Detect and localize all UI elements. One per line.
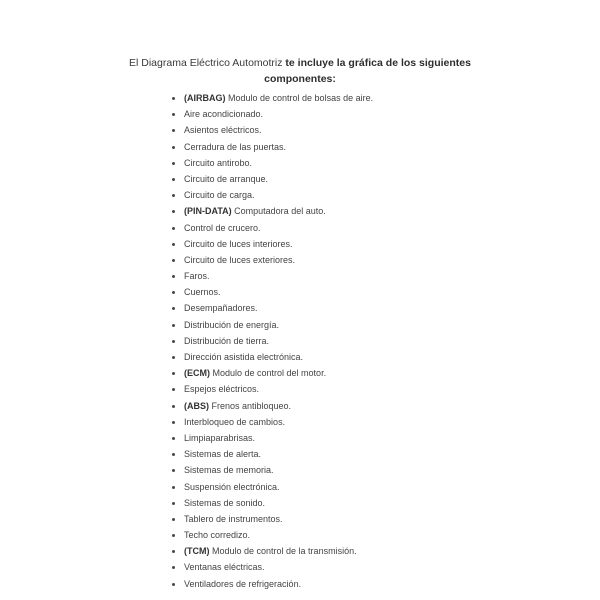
bullet-icon xyxy=(172,502,175,505)
intro-plain-text: El Diagrama Eléctrico Automotriz xyxy=(129,56,286,69)
list-item xyxy=(172,333,373,349)
component-text: Interbloqueo de cambios. xyxy=(184,416,286,427)
component-text: Ventanas eléctricas. xyxy=(184,562,265,573)
list-item xyxy=(172,543,373,559)
component-text: Control de crucero. xyxy=(184,222,261,233)
component-code: (ECM) xyxy=(184,368,210,379)
component-code: (AIRBAG) xyxy=(184,93,226,103)
bullet-icon xyxy=(172,437,175,440)
component-text: Cuernos. xyxy=(184,287,221,298)
component-text: Modulo de control de la transmisión. xyxy=(209,546,357,557)
component-text: Frenos antibloqueo. xyxy=(209,400,292,411)
list-item xyxy=(172,139,373,155)
bullet-icon xyxy=(172,356,175,359)
component-text: Distribución de energía. xyxy=(184,319,280,330)
component-text: Distribución de tierra. xyxy=(184,335,270,346)
list-item xyxy=(172,430,373,446)
component-text: Sistemas de alerta. xyxy=(184,449,262,460)
component-text: Aire acondicionado. xyxy=(184,109,264,120)
bullet-icon xyxy=(172,324,175,327)
list-item xyxy=(172,317,373,333)
bullet-icon xyxy=(172,291,175,294)
list-item xyxy=(172,284,373,300)
intro-bold-text: te incluye la gráfica de los siguientes componentes: xyxy=(264,56,471,85)
list-item xyxy=(172,349,373,365)
bullet-icon xyxy=(172,534,175,537)
component-text: Circuito de luces exteriores. xyxy=(184,254,296,265)
list-item xyxy=(172,90,373,106)
bullet-icon xyxy=(172,421,175,424)
component-text: Suspensión electrónica. xyxy=(184,481,280,492)
component-code: (TCM) xyxy=(184,546,210,557)
component-code: (ABS) xyxy=(184,400,209,411)
component-text: Faros. xyxy=(184,271,210,282)
component-text: Modulo de control de bolsas de aire. xyxy=(225,93,374,103)
bullet-icon xyxy=(172,210,175,213)
bullet-icon xyxy=(172,146,175,149)
component-text: Circuito de arranque. xyxy=(184,173,269,184)
component-text: Circuito de carga. xyxy=(184,190,255,201)
component-text: Dirección asistida electrónica. xyxy=(184,352,304,362)
list-item xyxy=(172,268,373,284)
list-item xyxy=(172,479,373,495)
bullet-icon xyxy=(172,129,175,132)
list-item xyxy=(172,203,373,219)
list-item xyxy=(172,381,373,397)
component-text: Ventiladores de refrigeración. xyxy=(184,578,302,589)
bullet-icon xyxy=(172,227,175,230)
bullet-icon xyxy=(172,243,175,246)
bullet-icon xyxy=(172,388,175,391)
list-item xyxy=(172,462,373,478)
component-code: (PIN-DATA) xyxy=(184,206,232,217)
bullet-icon xyxy=(172,307,175,310)
intro-paragraph xyxy=(120,55,480,87)
list-item xyxy=(172,398,373,414)
component-text: Techo corredizo. xyxy=(184,530,251,541)
list-item xyxy=(172,187,373,203)
component-text: Cerradura de las puertas. xyxy=(184,141,287,152)
bullet-icon xyxy=(172,550,175,553)
component-text: Espejos eléctricos. xyxy=(184,384,260,395)
bullet-icon xyxy=(172,372,175,375)
list-item xyxy=(172,252,373,268)
bullet-icon xyxy=(172,469,175,472)
bullet-icon xyxy=(172,162,175,165)
component-text: Computadora del auto. xyxy=(231,206,326,217)
list-item xyxy=(172,171,373,187)
bullet-icon xyxy=(172,97,175,100)
list-item xyxy=(172,559,373,575)
list-item xyxy=(172,300,373,316)
component-list xyxy=(172,90,373,592)
bullet-icon xyxy=(172,194,175,197)
component-text: Tablero de instrumentos. xyxy=(184,513,283,524)
component-text: Asientos eléctricos. xyxy=(184,125,262,136)
component-text: Limpiaparabrisas. xyxy=(184,432,256,443)
bullet-icon xyxy=(172,178,175,181)
component-text: Sistemas de sonido. xyxy=(184,497,266,508)
list-item xyxy=(172,446,373,462)
list-item xyxy=(172,527,373,543)
bullet-icon xyxy=(172,486,175,489)
bullet-icon xyxy=(172,275,175,278)
component-text: Circuito de luces interiores. xyxy=(184,238,293,249)
bullet-icon xyxy=(172,340,175,343)
list-item xyxy=(172,576,373,592)
bullet-icon xyxy=(172,453,175,456)
list-item xyxy=(172,122,373,138)
bullet-icon xyxy=(172,259,175,262)
list-item xyxy=(172,414,373,430)
component-text: Desempañadores. xyxy=(184,303,258,314)
list-item xyxy=(172,365,373,381)
bullet-icon xyxy=(172,518,175,521)
bullet-icon xyxy=(172,566,175,569)
component-text: Circuito antirobo. xyxy=(184,157,253,168)
bullet-icon xyxy=(172,113,175,116)
list-item xyxy=(172,495,373,511)
list-item xyxy=(172,220,373,236)
component-text: Sistemas de memoria. xyxy=(184,465,274,476)
list-item xyxy=(172,155,373,171)
component-text: Modulo de control del motor. xyxy=(210,368,327,379)
bullet-icon xyxy=(172,583,175,586)
list-item xyxy=(172,236,373,252)
list-item xyxy=(172,106,373,122)
list-item xyxy=(172,511,373,527)
bullet-icon xyxy=(172,405,175,408)
